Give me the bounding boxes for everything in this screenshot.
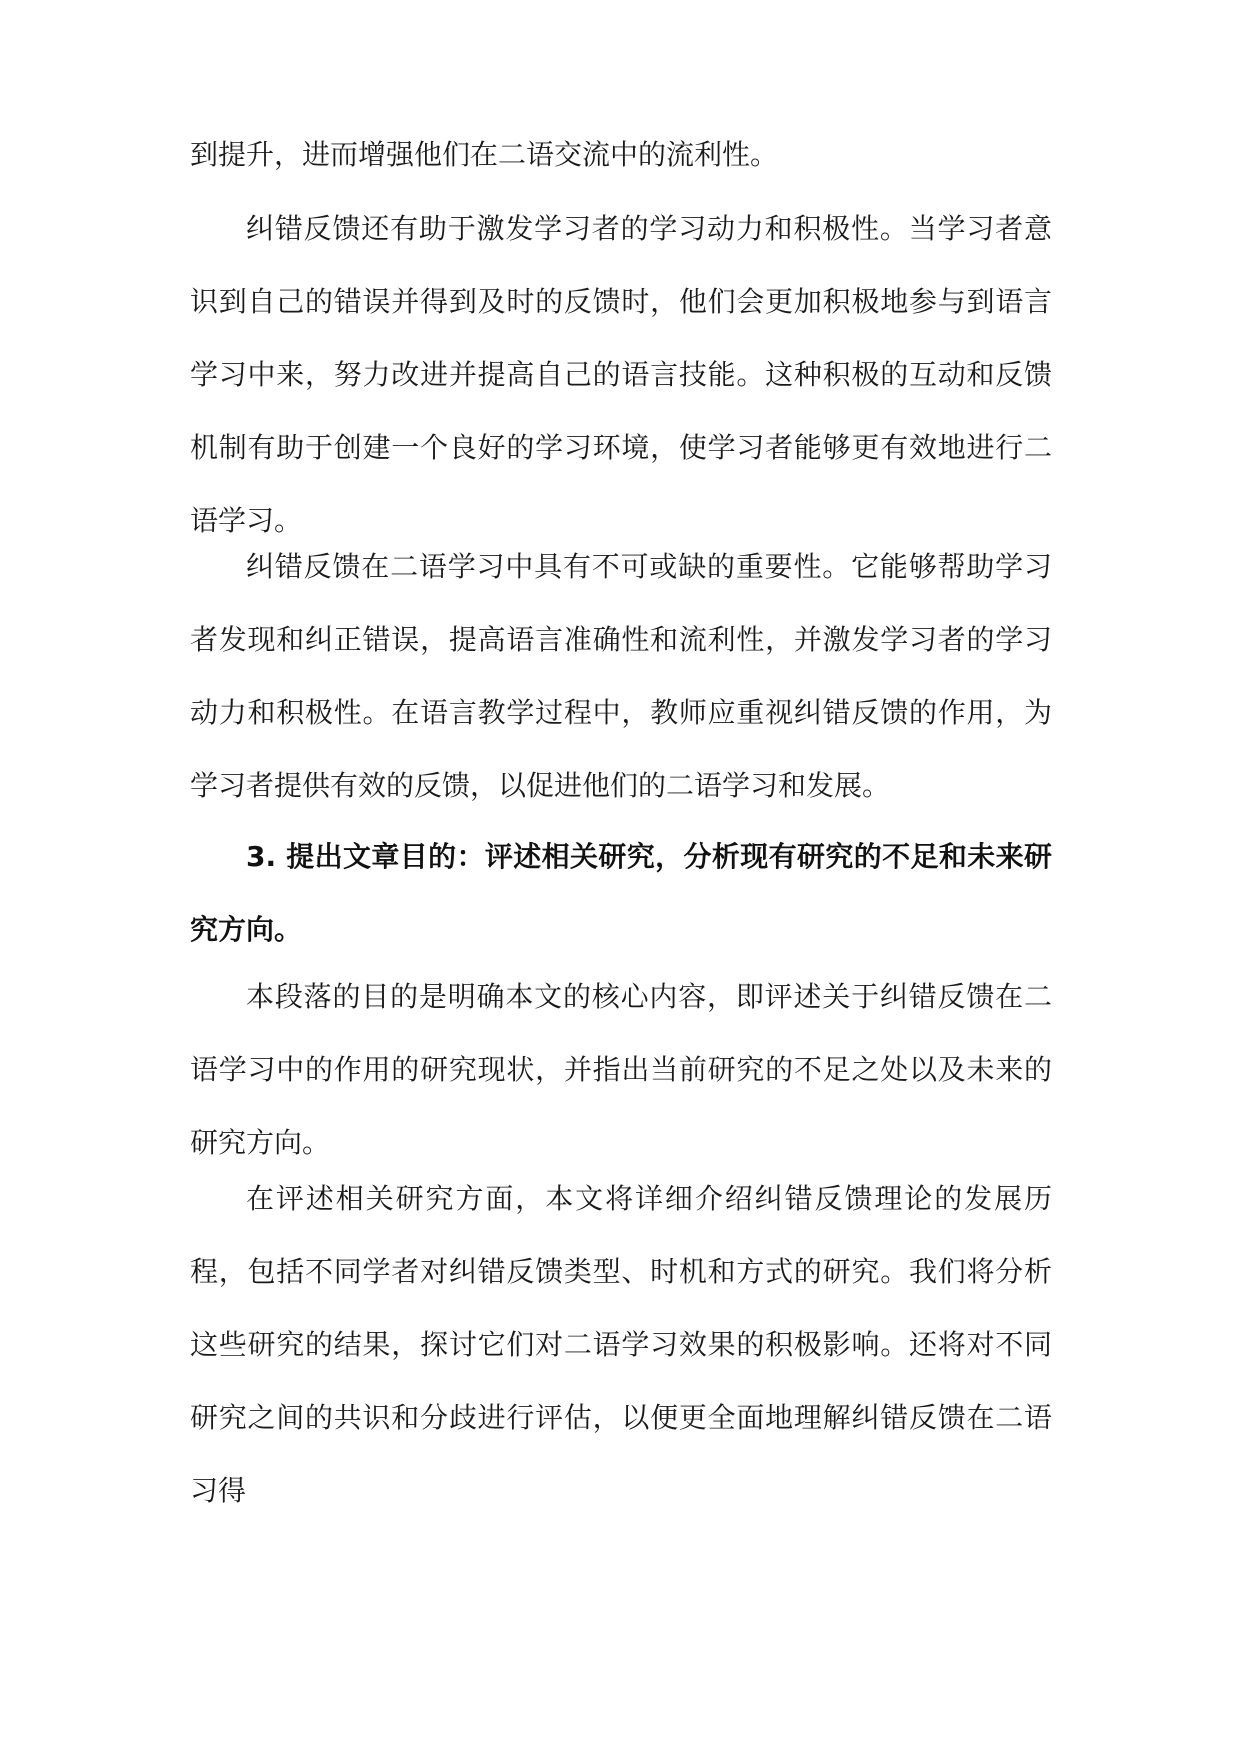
- body-paragraph: 在评述相关研究方面，本文将详细介绍纠错反馈理论的发展历程，包括不同学者对纠错反馈类型、时机和方式的研究。我们将分析这些研究的结果，探讨它们对二语学习效果的积极影响。还将对不同研究之间的共识和分歧进行评估，以便更全面地理解纠错反馈在二语习得: [190, 1182, 1052, 1507]
- paragraph-importance-summary: [190, 530, 1052, 822]
- section-heading: 3. 提出文章目的：评述相关研究，分析现有研究的不足和未来研究方向。: [190, 840, 1052, 946]
- paragraph-review: [190, 1162, 1052, 1527]
- body-paragraph: 纠错反馈还有助于激发学习者的学习动力和积极性。当学习者意识到自己的错误并得到及时的反馈时，他们会更加积极地参与到语言学习中来，努力改进并提高自己的语言技能。这种积极的互动和反馈机制有助于创建一个良好的学习环境，使学习者能够更有效地进行二语学习。: [190, 212, 1052, 537]
- body-paragraph: 到提升，进而增强他们在二语交流中的流利性。: [190, 138, 779, 171]
- paragraph-purpose: [190, 960, 1052, 1179]
- paragraph-continuation: [190, 118, 1052, 191]
- paragraph-motivation: [190, 192, 1052, 557]
- body-paragraph: 纠错反馈在二语学习中具有不可或缺的重要性。它能够帮助学习者发现和纠正错误，提高语言准确性和流利性，并激发学习者的学习动力和积极性。在语言教学过程中，教师应重视纠错反馈的作用，为学习者提供有效的反馈，以促进他们的二语学习和发展。: [190, 550, 1052, 802]
- section-heading-block: [190, 820, 1052, 966]
- body-paragraph: 本段落的目的是明确本文的核心内容，即评述关于纠错反馈在二语学习中的作用的研究现状，并指出当前研究的不足之处以及未来的研究方向。: [190, 980, 1052, 1159]
